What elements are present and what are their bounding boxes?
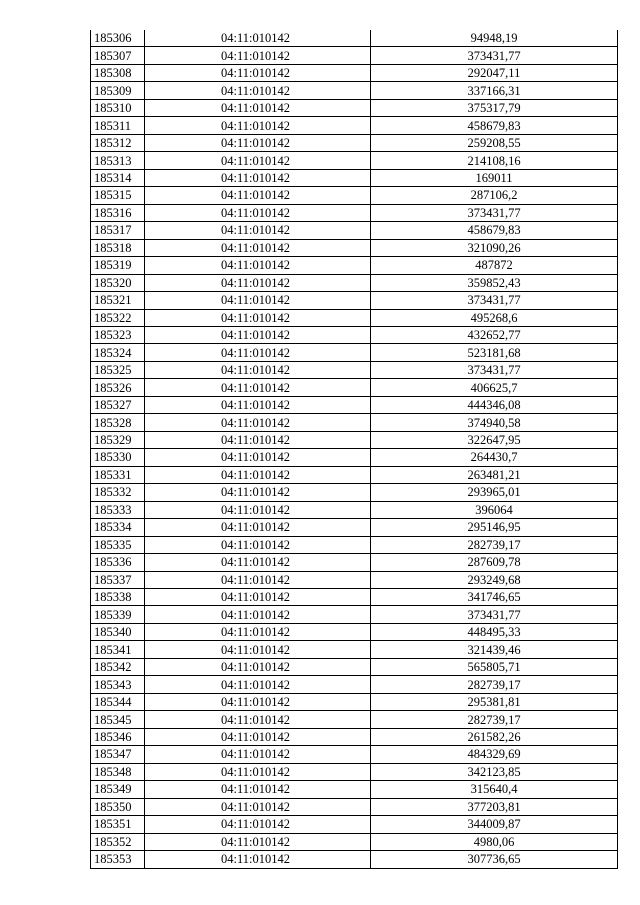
amount-cell: 458679,83 xyxy=(371,117,618,134)
id-cell: 185340 xyxy=(91,623,145,640)
table-row xyxy=(91,187,618,204)
id-cell: 185342 xyxy=(91,658,145,675)
table-row xyxy=(91,851,618,868)
amount-cell: 287106,2 xyxy=(371,187,618,204)
id-cell: 185353 xyxy=(91,851,145,868)
id-cell: 185345 xyxy=(91,711,145,728)
amount-cell: 295146,95 xyxy=(371,519,618,536)
code-cell: 04:11:010142 xyxy=(145,414,371,431)
id-cell: 185316 xyxy=(91,204,145,221)
table-row xyxy=(91,589,618,606)
amount-cell: 307736,65 xyxy=(371,851,618,868)
amount-cell: 373431,77 xyxy=(371,292,618,309)
code-cell: 04:11:010142 xyxy=(145,257,371,274)
table-row xyxy=(91,816,618,833)
records-table-body xyxy=(91,30,618,868)
id-cell: 185333 xyxy=(91,501,145,518)
code-cell: 04:11:010142 xyxy=(145,239,371,256)
table-row xyxy=(91,292,618,309)
code-cell: 04:11:010142 xyxy=(145,309,371,326)
table-row xyxy=(91,501,618,518)
amount-cell: 565805,71 xyxy=(371,658,618,675)
code-cell: 04:11:010142 xyxy=(145,536,371,553)
id-cell: 185344 xyxy=(91,693,145,710)
amount-cell: 169011 xyxy=(371,169,618,186)
amount-cell: 396064 xyxy=(371,501,618,518)
table-row xyxy=(91,257,618,274)
amount-cell: 406625,7 xyxy=(371,379,618,396)
amount-cell: 293965,01 xyxy=(371,484,618,501)
table-row xyxy=(91,658,618,675)
code-cell: 04:11:010142 xyxy=(145,589,371,606)
amount-cell: 342123,85 xyxy=(371,763,618,780)
table-row xyxy=(91,169,618,186)
code-cell: 04:11:010142 xyxy=(145,676,371,693)
code-cell: 04:11:010142 xyxy=(145,134,371,151)
id-cell: 185332 xyxy=(91,484,145,501)
code-cell: 04:11:010142 xyxy=(145,763,371,780)
table-row xyxy=(91,239,618,256)
code-cell: 04:11:010142 xyxy=(145,781,371,798)
id-cell: 185322 xyxy=(91,309,145,326)
table-row xyxy=(91,379,618,396)
amount-cell: 282739,17 xyxy=(371,711,618,728)
code-cell: 04:11:010142 xyxy=(145,152,371,169)
amount-cell: 214108,16 xyxy=(371,152,618,169)
table-row xyxy=(91,326,618,343)
id-cell: 185329 xyxy=(91,431,145,448)
id-cell: 185347 xyxy=(91,746,145,763)
id-cell: 185320 xyxy=(91,274,145,291)
table-row xyxy=(91,693,618,710)
code-cell: 04:11:010142 xyxy=(145,169,371,186)
id-cell: 185334 xyxy=(91,519,145,536)
code-cell: 04:11:010142 xyxy=(145,641,371,658)
amount-cell: 321090,26 xyxy=(371,239,618,256)
amount-cell: 487872 xyxy=(371,257,618,274)
table-row xyxy=(91,361,618,378)
code-cell: 04:11:010142 xyxy=(145,82,371,99)
id-cell: 185307 xyxy=(91,47,145,64)
code-cell: 04:11:010142 xyxy=(145,292,371,309)
amount-cell: 359852,43 xyxy=(371,274,618,291)
code-cell: 04:11:010142 xyxy=(145,117,371,134)
table-row xyxy=(91,134,618,151)
table-row xyxy=(91,99,618,116)
id-cell: 185311 xyxy=(91,117,145,134)
code-cell: 04:11:010142 xyxy=(145,222,371,239)
code-cell: 04:11:010142 xyxy=(145,396,371,413)
table-row xyxy=(91,152,618,169)
code-cell: 04:11:010142 xyxy=(145,326,371,343)
amount-cell: 448495,33 xyxy=(371,623,618,640)
id-cell: 185352 xyxy=(91,833,145,850)
id-cell: 185319 xyxy=(91,257,145,274)
id-cell: 185336 xyxy=(91,554,145,571)
table-row xyxy=(91,728,618,745)
table-row xyxy=(91,833,618,850)
id-cell: 185309 xyxy=(91,82,145,99)
amount-cell: 292047,11 xyxy=(371,64,618,81)
code-cell: 04:11:010142 xyxy=(145,344,371,361)
amount-cell: 282739,17 xyxy=(371,536,618,553)
amount-cell: 264430,7 xyxy=(371,449,618,466)
amount-cell: 373431,77 xyxy=(371,361,618,378)
amount-cell: 293249,68 xyxy=(371,571,618,588)
id-cell: 185317 xyxy=(91,222,145,239)
code-cell: 04:11:010142 xyxy=(145,99,371,116)
code-cell: 04:11:010142 xyxy=(145,833,371,850)
id-cell: 185349 xyxy=(91,781,145,798)
code-cell: 04:11:010142 xyxy=(145,47,371,64)
code-cell: 04:11:010142 xyxy=(145,746,371,763)
id-cell: 185330 xyxy=(91,449,145,466)
code-cell: 04:11:010142 xyxy=(145,571,371,588)
id-cell: 185313 xyxy=(91,152,145,169)
code-cell: 04:11:010142 xyxy=(145,361,371,378)
id-cell: 185321 xyxy=(91,292,145,309)
amount-cell: 315640,4 xyxy=(371,781,618,798)
id-cell: 185323 xyxy=(91,326,145,343)
table-row xyxy=(91,414,618,431)
amount-cell: 495268,6 xyxy=(371,309,618,326)
id-cell: 185327 xyxy=(91,396,145,413)
id-cell: 185318 xyxy=(91,239,145,256)
id-cell: 185314 xyxy=(91,169,145,186)
id-cell: 185315 xyxy=(91,187,145,204)
table-row xyxy=(91,484,618,501)
table-row xyxy=(91,798,618,815)
code-cell: 04:11:010142 xyxy=(145,693,371,710)
amount-cell: 4980,06 xyxy=(371,833,618,850)
id-cell: 185326 xyxy=(91,379,145,396)
table-row xyxy=(91,536,618,553)
amount-cell: 282739,17 xyxy=(371,676,618,693)
id-cell: 185308 xyxy=(91,64,145,81)
id-cell: 185348 xyxy=(91,763,145,780)
table-row xyxy=(91,309,618,326)
table-row xyxy=(91,676,618,693)
id-cell: 185350 xyxy=(91,798,145,815)
table-row xyxy=(91,274,618,291)
table-row xyxy=(91,781,618,798)
amount-cell: 344009,87 xyxy=(371,816,618,833)
amount-cell: 373431,77 xyxy=(371,606,618,623)
amount-cell: 341746,65 xyxy=(371,589,618,606)
table-row xyxy=(91,746,618,763)
code-cell: 04:11:010142 xyxy=(145,484,371,501)
amount-cell: 94948,19 xyxy=(371,30,618,47)
code-cell: 04:11:010142 xyxy=(145,466,371,483)
code-cell: 04:11:010142 xyxy=(145,554,371,571)
id-cell: 185312 xyxy=(91,134,145,151)
amount-cell: 295381,81 xyxy=(371,693,618,710)
table-row xyxy=(91,222,618,239)
amount-cell: 374940,58 xyxy=(371,414,618,431)
amount-cell: 458679,83 xyxy=(371,222,618,239)
code-cell: 04:11:010142 xyxy=(145,519,371,536)
table-row xyxy=(91,449,618,466)
id-cell: 185331 xyxy=(91,466,145,483)
id-cell: 185328 xyxy=(91,414,145,431)
amount-cell: 484329,69 xyxy=(371,746,618,763)
code-cell: 04:11:010142 xyxy=(145,728,371,745)
code-cell: 04:11:010142 xyxy=(145,816,371,833)
amount-cell: 375317,79 xyxy=(371,99,618,116)
id-cell: 185351 xyxy=(91,816,145,833)
table-row xyxy=(91,466,618,483)
table-row xyxy=(91,47,618,64)
table-row xyxy=(91,641,618,658)
id-cell: 185339 xyxy=(91,606,145,623)
code-cell: 04:11:010142 xyxy=(145,851,371,868)
code-cell: 04:11:010142 xyxy=(145,711,371,728)
amount-cell: 523181,68 xyxy=(371,344,618,361)
code-cell: 04:11:010142 xyxy=(145,379,371,396)
table-row xyxy=(91,30,618,47)
table-row xyxy=(91,117,618,134)
id-cell: 185338 xyxy=(91,589,145,606)
code-cell: 04:11:010142 xyxy=(145,501,371,518)
code-cell: 04:11:010142 xyxy=(145,204,371,221)
amount-cell: 263481,21 xyxy=(371,466,618,483)
id-cell: 185324 xyxy=(91,344,145,361)
amount-cell: 322647,95 xyxy=(371,431,618,448)
id-cell: 185341 xyxy=(91,641,145,658)
id-cell: 185343 xyxy=(91,676,145,693)
table-row xyxy=(91,82,618,99)
id-cell: 185335 xyxy=(91,536,145,553)
table-row xyxy=(91,711,618,728)
table-row xyxy=(91,64,618,81)
code-cell: 04:11:010142 xyxy=(145,623,371,640)
table-row xyxy=(91,344,618,361)
table-row xyxy=(91,571,618,588)
amount-cell: 373431,77 xyxy=(371,47,618,64)
id-cell: 185325 xyxy=(91,361,145,378)
table-row xyxy=(91,554,618,571)
amount-cell: 321439,46 xyxy=(371,641,618,658)
table-row xyxy=(91,763,618,780)
id-cell: 185337 xyxy=(91,571,145,588)
amount-cell: 377203,81 xyxy=(371,798,618,815)
amount-cell: 259208,55 xyxy=(371,134,618,151)
code-cell: 04:11:010142 xyxy=(145,187,371,204)
amount-cell: 444346,08 xyxy=(371,396,618,413)
records-table xyxy=(90,30,618,869)
code-cell: 04:11:010142 xyxy=(145,274,371,291)
amount-cell: 261582,26 xyxy=(371,728,618,745)
code-cell: 04:11:010142 xyxy=(145,798,371,815)
id-cell: 185310 xyxy=(91,99,145,116)
code-cell: 04:11:010142 xyxy=(145,30,371,47)
amount-cell: 373431,77 xyxy=(371,204,618,221)
id-cell: 185346 xyxy=(91,728,145,745)
code-cell: 04:11:010142 xyxy=(145,431,371,448)
code-cell: 04:11:010142 xyxy=(145,658,371,675)
code-cell: 04:11:010142 xyxy=(145,64,371,81)
amount-cell: 337166,31 xyxy=(371,82,618,99)
table-row xyxy=(91,606,618,623)
code-cell: 04:11:010142 xyxy=(145,606,371,623)
id-cell: 185306 xyxy=(91,30,145,47)
table-row xyxy=(91,623,618,640)
table-row xyxy=(91,396,618,413)
amount-cell: 432652,77 xyxy=(371,326,618,343)
code-cell: 04:11:010142 xyxy=(145,449,371,466)
table-row xyxy=(91,204,618,221)
amount-cell: 287609,78 xyxy=(371,554,618,571)
table-row xyxy=(91,519,618,536)
table-row xyxy=(91,431,618,448)
